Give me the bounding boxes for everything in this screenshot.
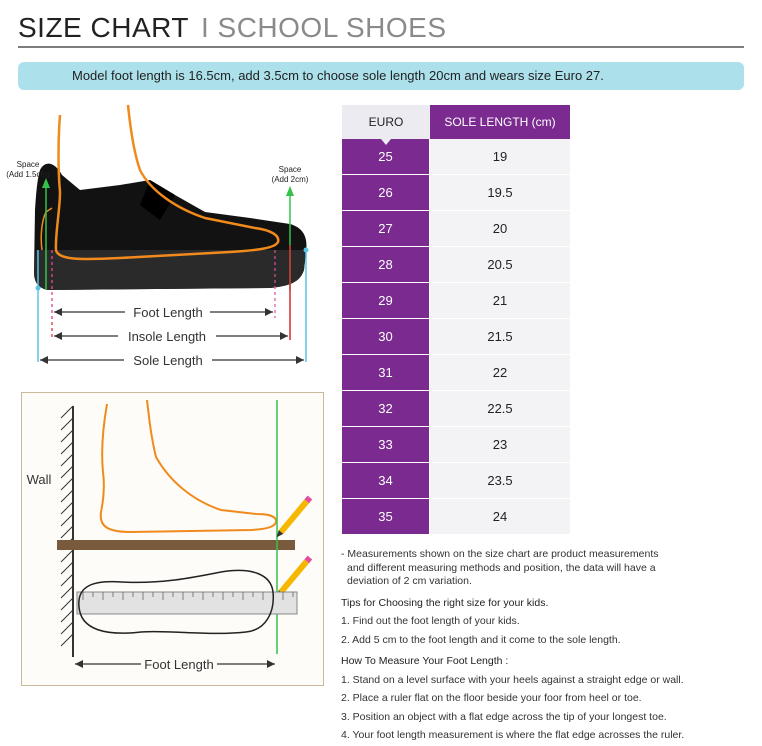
table-row bbox=[342, 247, 570, 283]
sole-length-cell: 22 bbox=[430, 355, 570, 391]
sole-length-cell: 23 bbox=[430, 427, 570, 463]
euro-size-cell: 25 bbox=[342, 139, 430, 175]
euro-column-header: EURO bbox=[342, 105, 430, 139]
measure-step: 4. Your foot length measurement is where the flat edge acrosses the ruler. bbox=[341, 729, 685, 741]
sole-length-cell: 20 bbox=[430, 211, 570, 247]
sole-length-cell: 22.5 bbox=[430, 391, 570, 427]
euro-size-cell: 33 bbox=[342, 427, 430, 463]
measure-heading: How To Measure Your Foot Length : bbox=[341, 655, 509, 667]
insole-length-label: Insole Length bbox=[127, 329, 207, 344]
tip-item: 1. Find out the foot length of your kids. bbox=[341, 615, 520, 627]
sole-length-cell: 23.5 bbox=[430, 463, 570, 499]
table-row bbox=[342, 499, 570, 535]
measure-step: 3. Position an object with a flat edge across the tip of your longest toe. bbox=[341, 710, 667, 723]
sole-length-label: Sole Length bbox=[133, 353, 203, 368]
euro-size-cell: 35 bbox=[342, 499, 430, 535]
sole-length-cell: 21.5 bbox=[430, 319, 570, 355]
space-left-label-1: Space bbox=[16, 160, 40, 169]
title-divider bbox=[18, 46, 744, 48]
euro-size-cell: 32 bbox=[342, 391, 430, 427]
euro-size-cell: 34 bbox=[342, 463, 430, 499]
table-row bbox=[342, 175, 570, 211]
sole-length-cell: 19 bbox=[430, 139, 570, 175]
foot-length-label: Foot Length bbox=[133, 305, 203, 320]
model-info-banner: Model foot length is 16.5cm, add 3.5cm to choose sole length 20cm and wears size Euro 27. bbox=[18, 62, 744, 90]
table-row bbox=[342, 139, 570, 175]
sole-length-column-header: SOLE LENGTH (cm) bbox=[430, 105, 570, 139]
table-row bbox=[342, 463, 570, 499]
table-row bbox=[342, 283, 570, 319]
tips-heading: Tips for Choosing the right size for your kids. bbox=[341, 596, 549, 609]
space-left-label-2: (Add 1.5cm) bbox=[6, 170, 50, 179]
table-row bbox=[342, 391, 570, 427]
sole-length-cell: 20.5 bbox=[430, 247, 570, 283]
wall-label: Wall bbox=[26, 472, 52, 487]
euro-size-cell: 29 bbox=[342, 283, 430, 319]
size-chart-table bbox=[342, 105, 570, 535]
sole-length-cell: 21 bbox=[430, 283, 570, 319]
euro-size-cell: 27 bbox=[342, 211, 430, 247]
space-right-label-1: Space bbox=[278, 165, 302, 174]
disclaimer-line: - Measurements shown on the size chart are product measurements bbox=[341, 548, 659, 560]
table-row bbox=[342, 427, 570, 463]
sole-length-cell: 19.5 bbox=[430, 175, 570, 211]
measure-step: 1. Stand on a level surface with your heels against a straight edge or wall. bbox=[341, 673, 684, 686]
page-title bbox=[18, 12, 447, 44]
disclaimer-line: deviation of 2 cm variation. bbox=[347, 575, 472, 587]
shoe-measurement-diagram bbox=[0, 100, 330, 380]
title-main: SIZE CHART bbox=[18, 12, 189, 43]
notes-section bbox=[341, 548, 741, 743]
euro-size-cell: 30 bbox=[342, 319, 430, 355]
sole-length-cell: 24 bbox=[430, 499, 570, 535]
measure-step: 2. Place a ruler flat on the floor beside your foor from heel or toe. bbox=[341, 692, 642, 704]
table-row bbox=[342, 211, 570, 247]
table-row bbox=[342, 355, 570, 391]
tip-item: 2. Add 5 cm to the foot length and it come to the sole length. bbox=[341, 633, 621, 646]
euro-size-cell: 26 bbox=[342, 175, 430, 211]
euro-size-cell: 31 bbox=[342, 355, 430, 391]
foot-diagram-length-label: Foot Length bbox=[144, 657, 214, 672]
foot-measurement-diagram bbox=[21, 392, 324, 686]
space-right-label-2: (Add 2cm) bbox=[271, 175, 309, 184]
table-row bbox=[342, 319, 570, 355]
title-subtitle: I SCHOOL SHOES bbox=[200, 12, 447, 43]
euro-size-cell: 28 bbox=[342, 247, 430, 283]
disclaimer-line: and different measuring methods and position, the data will have a bbox=[347, 561, 656, 574]
